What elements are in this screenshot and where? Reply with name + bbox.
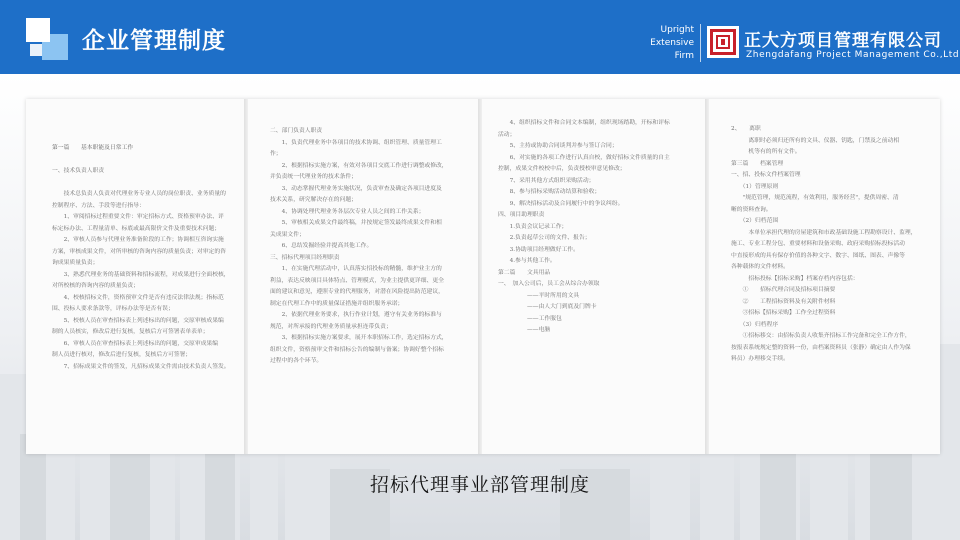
doc-line: 2.负责起草公司的文件、报告； <box>498 235 591 241</box>
doc-line: 晰的资料查询。 <box>731 206 772 213</box>
doc-line: "规范管理，规范流程，有效利用，服务经营"，提供周密、清 <box>731 195 899 201</box>
doc-line: 1、审阅招标过程重要文件：审定招标方式、资格预审办法、评 <box>52 214 224 220</box>
doc-line: 技术总负责人负责对代理业务专业人员的岗位职责、业务质量的 <box>52 191 226 197</box>
doc-line: 7、采用其他方式组织采购活动； <box>498 177 595 184</box>
doc-line: 控制，成果文件校校中后，负责授校审意见修改； <box>498 166 626 172</box>
doc-line: 组织文件，资格预审文件和招标公告的编制与备案；协调好整个招标 <box>270 346 444 353</box>
doc-line: 4、组织招标文件和合同文本编制，组织现场踏勘，开标和评标 <box>498 120 670 126</box>
doc-line: 3、熟悉代理业务的基础资料和招标流程，对成果进行全面校核， <box>52 271 230 278</box>
doc-line: 2、根据招标实施方案，有效对各项目交底工作进行调整或修改， <box>270 162 448 169</box>
tagline-line: Extensive <box>650 38 694 48</box>
doc-line: 6、总结发掘经验并提高其他工作。 <box>270 243 373 249</box>
doc-line: 控制程序、方法、手段等进行指导： <box>52 202 145 209</box>
document-scan <box>26 99 940 454</box>
doc-line: 第一篇 基本职能及日常工作 <box>52 145 134 151</box>
doc-line: 技术关系，研究解决存在的问题； <box>270 197 357 203</box>
document-caption: 招标代理事业部管理制度 <box>369 474 590 496</box>
company-logo-icon <box>707 26 739 58</box>
doc-line: （3）归档程序 <box>731 321 779 328</box>
doc-line: 机等有的所有文件。 <box>731 149 801 155</box>
doc-line: 三、招标代理项目经理职责 <box>270 254 340 261</box>
doc-line: 3、根据招标实施方案要求，展开本职招标工作，选定招标方式， <box>270 335 448 341</box>
doc-line: ——平时所用的文具 <box>498 292 580 299</box>
doc-line: 1.负责会议记录工作； <box>498 223 568 230</box>
doc-line: （2）归档范围 <box>731 218 779 224</box>
doc-line: 7、招标成果文件的签发，凡招标成果文件需由技术负责人签发。 <box>52 363 230 370</box>
doc-line: 对所校核的咨询内容的质量负责； <box>52 283 139 289</box>
doc-line: 关成果文件； <box>270 231 305 238</box>
doc-line: 离职时必须归还所有的文具、仪器、钥匙，门禁及之前动相 <box>731 137 900 144</box>
doc-line: 料员）办理移交手续。 <box>731 356 789 362</box>
doc-line: 过程中的各个环节。 <box>270 358 323 364</box>
doc-line: 5、审核相关成果文件最终稿，并按规定签发最终成果文件和相 <box>270 220 442 226</box>
doc-line: ——由人大门到底及门牌卡 <box>498 304 597 310</box>
doc-line: 面的建议和意见，遵照专业的代理服务，对潜在风险提出防范建议， <box>270 289 444 295</box>
document-page <box>26 99 244 454</box>
doc-line: 6、审核人员在审查招标表上列述标出的问题，交原审成果编 <box>52 340 219 347</box>
doc-line: （1）管理原则 <box>731 183 779 190</box>
tagline-line: Firm <box>674 51 694 61</box>
doc-line: 第三篇 档案管理 <box>731 160 784 167</box>
doc-line: 按报表系统规定整的资料一份，由档案资料员（张静）确定由人作为保 <box>731 344 911 351</box>
doc-line: 制人员进行核对，修改后进行复核，复核后方可签署； <box>52 352 192 358</box>
doc-line: 四、项目助理职责 <box>498 212 545 218</box>
doc-line: 4、协调处理代理业务各层次专业人员之间的工作关系； <box>270 208 425 215</box>
document-page <box>248 99 478 454</box>
doc-line: 各种载体的文件材料。 <box>731 264 789 270</box>
doc-line: 3.协助项目经理做好工作。 <box>498 246 579 253</box>
header-bar <box>0 0 960 74</box>
doc-line: 规范，对所承接的代理业务质量承担连带负责； <box>270 323 392 330</box>
doc-line: 制的人员核实，修改后进行复核，复核后方可签署表单表单； <box>52 329 209 335</box>
doc-line: 围、投标人要求条款等，评标办法等是否有误； <box>52 306 174 312</box>
company-name-cn: 正大方项目管理有限公司 <box>744 31 942 51</box>
company-name-en: Zhengdafang Project Management Co.,Ltd <box>746 50 960 60</box>
doc-line: ——工作服包 <box>498 315 562 322</box>
doc-line: 2、 离职 <box>731 126 761 132</box>
doc-line: 标定标办法、工程量清单、标底或最高限价文件及重要技术问题； <box>52 225 221 232</box>
doc-line: 8、参与招标采购活动结算和验收； <box>498 189 601 195</box>
doc-line: 活动； <box>498 131 516 138</box>
doc-line: 2、依据代理业务要求，执行作业计划，遵守有关业务的标准与 <box>270 312 442 318</box>
doc-line: 利益，表达反映项目具体特点、管理模式，为业主提供更详细、更全 <box>270 277 444 284</box>
squares-logo-icon <box>26 18 70 58</box>
doc-line: 方案，审核成果文件，对所审核的咨询内容的质量负责；对审定的咨 <box>52 248 226 255</box>
company-tagline <box>628 24 694 63</box>
header-divider <box>700 24 701 62</box>
doc-line: 本单位承担代理的房屋建筑和市政基础设施工程勘察设计、监理， <box>731 229 917 236</box>
doc-line: 作； <box>270 151 282 157</box>
document-page <box>482 99 705 454</box>
doc-line: 二、部门负责人职责 <box>270 128 323 134</box>
doc-line: 一、 加入公司后，员工会从综合办领取 <box>498 281 600 287</box>
doc-line: 施工、专业工程分包、重要材料和设备采购、政府采购招标投标活动 <box>731 241 905 247</box>
document-page <box>709 99 940 454</box>
doc-line: 2、审核人员参与代理业务准备阶段的工作；协调相互咨询实施 <box>52 237 224 243</box>
doc-line: ② 工程招标资料及有关附件材料 <box>731 298 836 305</box>
doc-line: 5、主持或协助合同谈判并参与签订合同； <box>498 143 618 149</box>
doc-line: 一、技术负责人职责 <box>52 168 105 174</box>
doc-line: ① 招标代理合同及招标项目摘要 <box>731 287 836 293</box>
doc-line: ——电脑 <box>498 327 551 333</box>
doc-line: 9、解决招标活动及合同履行中的争议纠纷。 <box>498 200 624 207</box>
doc-line: 招标投标【招标采购】档案存档内容包括： <box>731 275 859 282</box>
tagline-line: Upright <box>660 25 694 35</box>
doc-line: 6、对实施的各项工作进行认真自校，做好招标文件质量的自主 <box>498 154 670 161</box>
doc-line: ③招标【招标采购】工作全过程资料 <box>731 310 836 316</box>
doc-line: 3、动态掌握代理业务实施状况，负责审查及确定各项目进度及 <box>270 185 442 192</box>
doc-line: 第二篇 文具用品 <box>498 269 551 276</box>
doc-line: 询成果质量负责； <box>52 260 99 266</box>
doc-line: 1、在实施代理活动中，认真落实招投标的精髓，维护业主方的 <box>270 266 442 272</box>
doc-line: 1、负责代理业务中各项目的技术协调、组织管理、质量管理工 <box>270 139 442 146</box>
doc-line: 4.参与其他工作。 <box>498 258 556 264</box>
doc-line: 4、校核招标文件，资格预审文件是否有违反法律法规；指标范 <box>52 294 224 301</box>
page-title: 企业管理制度 <box>82 28 226 54</box>
doc-line: 并负责统一代理业务的技术条件； <box>270 174 357 180</box>
doc-line: 5、校核人员在审查招标表上列述标出的问题，交原审核成果编 <box>52 317 224 324</box>
doc-line: 中直接形成的具有保存价值的各种文字、数字、图纸、图表、声像等 <box>731 252 905 259</box>
doc-line: ①招标移交：由招标负责人收集齐招标工作完备和完全工作方件， <box>731 333 911 339</box>
doc-line: 制定在代理工作中的质量保证措施并组织服务承诺； <box>270 300 404 307</box>
doc-line: 一、招、投标文件档案管理 <box>731 172 801 178</box>
